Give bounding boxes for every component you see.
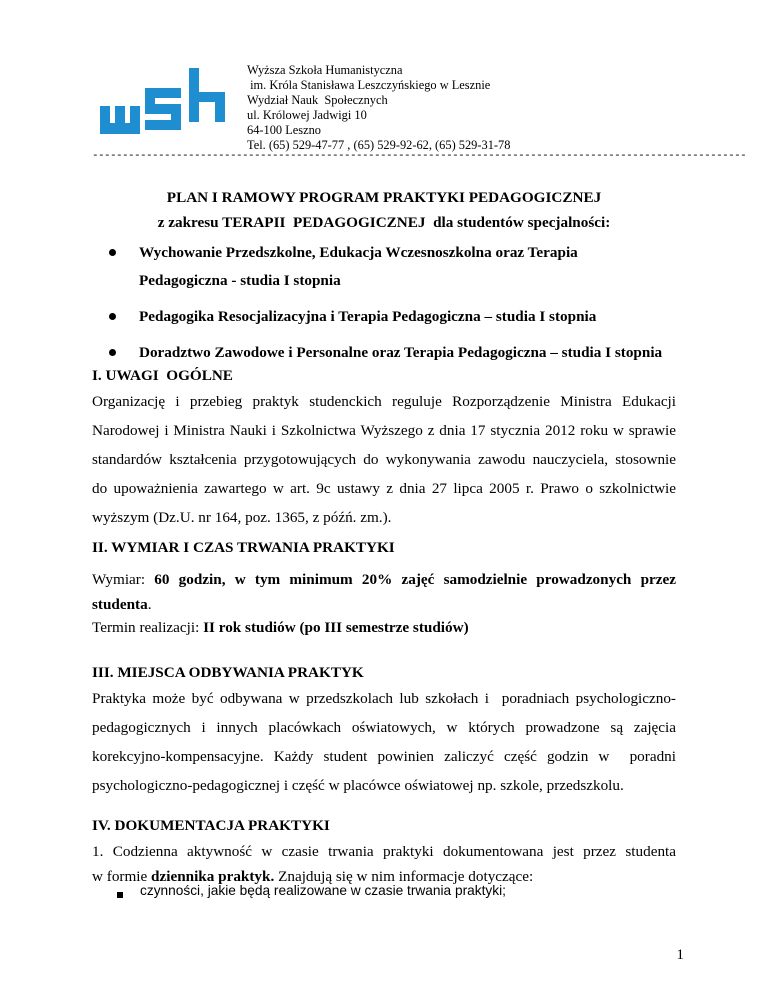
termin-label: Termin realizacji: — [92, 619, 204, 636]
wymiar-value: 60 godzin, w tym minimum 20% zajęć samodzielnie prowadzonych przez — [154, 571, 676, 588]
paragraph-line: Praktyka może być odbywana w przedszkolach lub szkołach i poradniach psychologiczno- — [92, 690, 676, 707]
section-paragraph — [92, 387, 676, 532]
paragraph-line: psychologiczno-pedagogicznej i część w placówce oświatowej np. szkole, przedszkolu. — [92, 777, 624, 794]
wymiar-label: Wymiar: — [92, 571, 155, 588]
list-item — [92, 239, 692, 295]
square-bullet-icon — [117, 892, 123, 898]
bullet-icon — [109, 313, 116, 320]
wymiar-value: studenta — [92, 596, 148, 613]
paragraph-line: korekcyjno-kompensacyjne. Każdy student powinien zaliczyć część godzin w poradni — [92, 748, 676, 765]
section-heading: IV. DOKUMENTACJA PRAKTYKI — [92, 817, 330, 834]
punctuation: . — [147, 596, 152, 613]
address-line: Wydział Nauk Społecznych — [247, 93, 388, 107]
list-item: czynności, jakie będą realizowane w czasie trwania praktyki; — [140, 883, 506, 898]
bullet-icon — [109, 349, 116, 356]
address-line: Wyższa Szkoła Humanistyczna — [247, 63, 403, 77]
paragraph-line: do upoważnienia zawartego w art. 9c ustawy z dnia 27 lipca 2005 r. Prawo o szkolnictwie — [92, 480, 676, 497]
list-item-text: Doradztwo Zawodowe i Personalne oraz Terapia Pedagogiczna – studia I stopnia — [139, 344, 663, 361]
paragraph-line: Organizację i przebieg praktyk studenckich reguluje Rozporządzenie Ministra Edukacji — [92, 393, 676, 410]
section-heading: III. MIEJSCA ODBYWANIA PRAKTYK — [92, 664, 364, 681]
header-separator: ------------------------------------------------------------------------------------------------------------- — [92, 150, 747, 162]
document-subtitle: z zakresu TERAPII PEDAGOGICZNEJ dla studentów specjalności: — [157, 214, 611, 231]
paragraph-line: standardów kształcenia przygotowujących do wykonywania zawodu nauczyciela, stosownie — [92, 451, 676, 468]
text-run: w formie — [92, 868, 152, 885]
list-item — [92, 339, 692, 367]
institution-address — [247, 63, 510, 153]
address-line: Tel. (65) 529-47-77 , (65) 529-92-62, (65) 529-31-78 — [247, 138, 511, 152]
list-item-text: Pedagogiczna - studia I stopnia — [139, 272, 341, 289]
paragraph-line — [92, 565, 676, 594]
text-run: Znajdują się w nim informacje dotyczące: — [274, 868, 534, 885]
address-line: im. Króla Stanisława Leszczyńskiego w Lesznie — [247, 78, 491, 92]
termin-line — [92, 617, 676, 638]
section-paragraph — [92, 684, 676, 800]
paragraph-line: 1. Codzienna aktywność w czasie trwania praktyki dokumentowana jest przez studenta — [92, 843, 676, 860]
section-paragraph — [92, 565, 676, 616]
wsh-logo — [97, 66, 240, 138]
bullet-icon — [109, 249, 116, 256]
list-item-text: Pedagogika Resocjalizacyjna i Terapia Pedagogiczna – studia I stopnia — [139, 308, 597, 325]
section-heading: I. UWAGI OGÓLNE — [92, 367, 233, 384]
text-run-bold: dziennika praktyk. — [151, 868, 275, 885]
section-paragraph — [92, 837, 676, 888]
termin-value: II rok studiów (po III semestrze studiów) — [203, 619, 469, 636]
specialization-list — [92, 239, 692, 367]
document-title: PLAN I RAMOWY PROGRAM PRAKTYKI PEDAGOGICZNEJ — [166, 189, 602, 206]
section-heading: II. WYMIAR I CZAS TRWANIA PRAKTYKI — [92, 539, 395, 556]
address-line: 64-100 Leszno — [247, 123, 321, 137]
paragraph-line — [92, 594, 676, 616]
address-line: ul. Królowej Jadwigi 10 — [247, 108, 367, 122]
paragraph-line: wyższym (Dz.U. nr 164, poz. 1365, z późń. zm.). — [92, 509, 392, 526]
page-number: 1 — [676, 946, 684, 963]
paragraph-line: pedagogicznych i innych placówkach oświatowych, w których prowadzone są zajęcia — [92, 719, 676, 736]
list-item-text: Wychowanie Przedszkolne, Edukacja Wczesnoszkolna oraz Terapia — [139, 244, 578, 261]
list-item — [92, 303, 692, 331]
paragraph-line: Narodowej i Ministra Nauki i Szkolnictwa Wyższego z dnia 17 stycznia 2012 roku w sprawie — [92, 422, 676, 439]
